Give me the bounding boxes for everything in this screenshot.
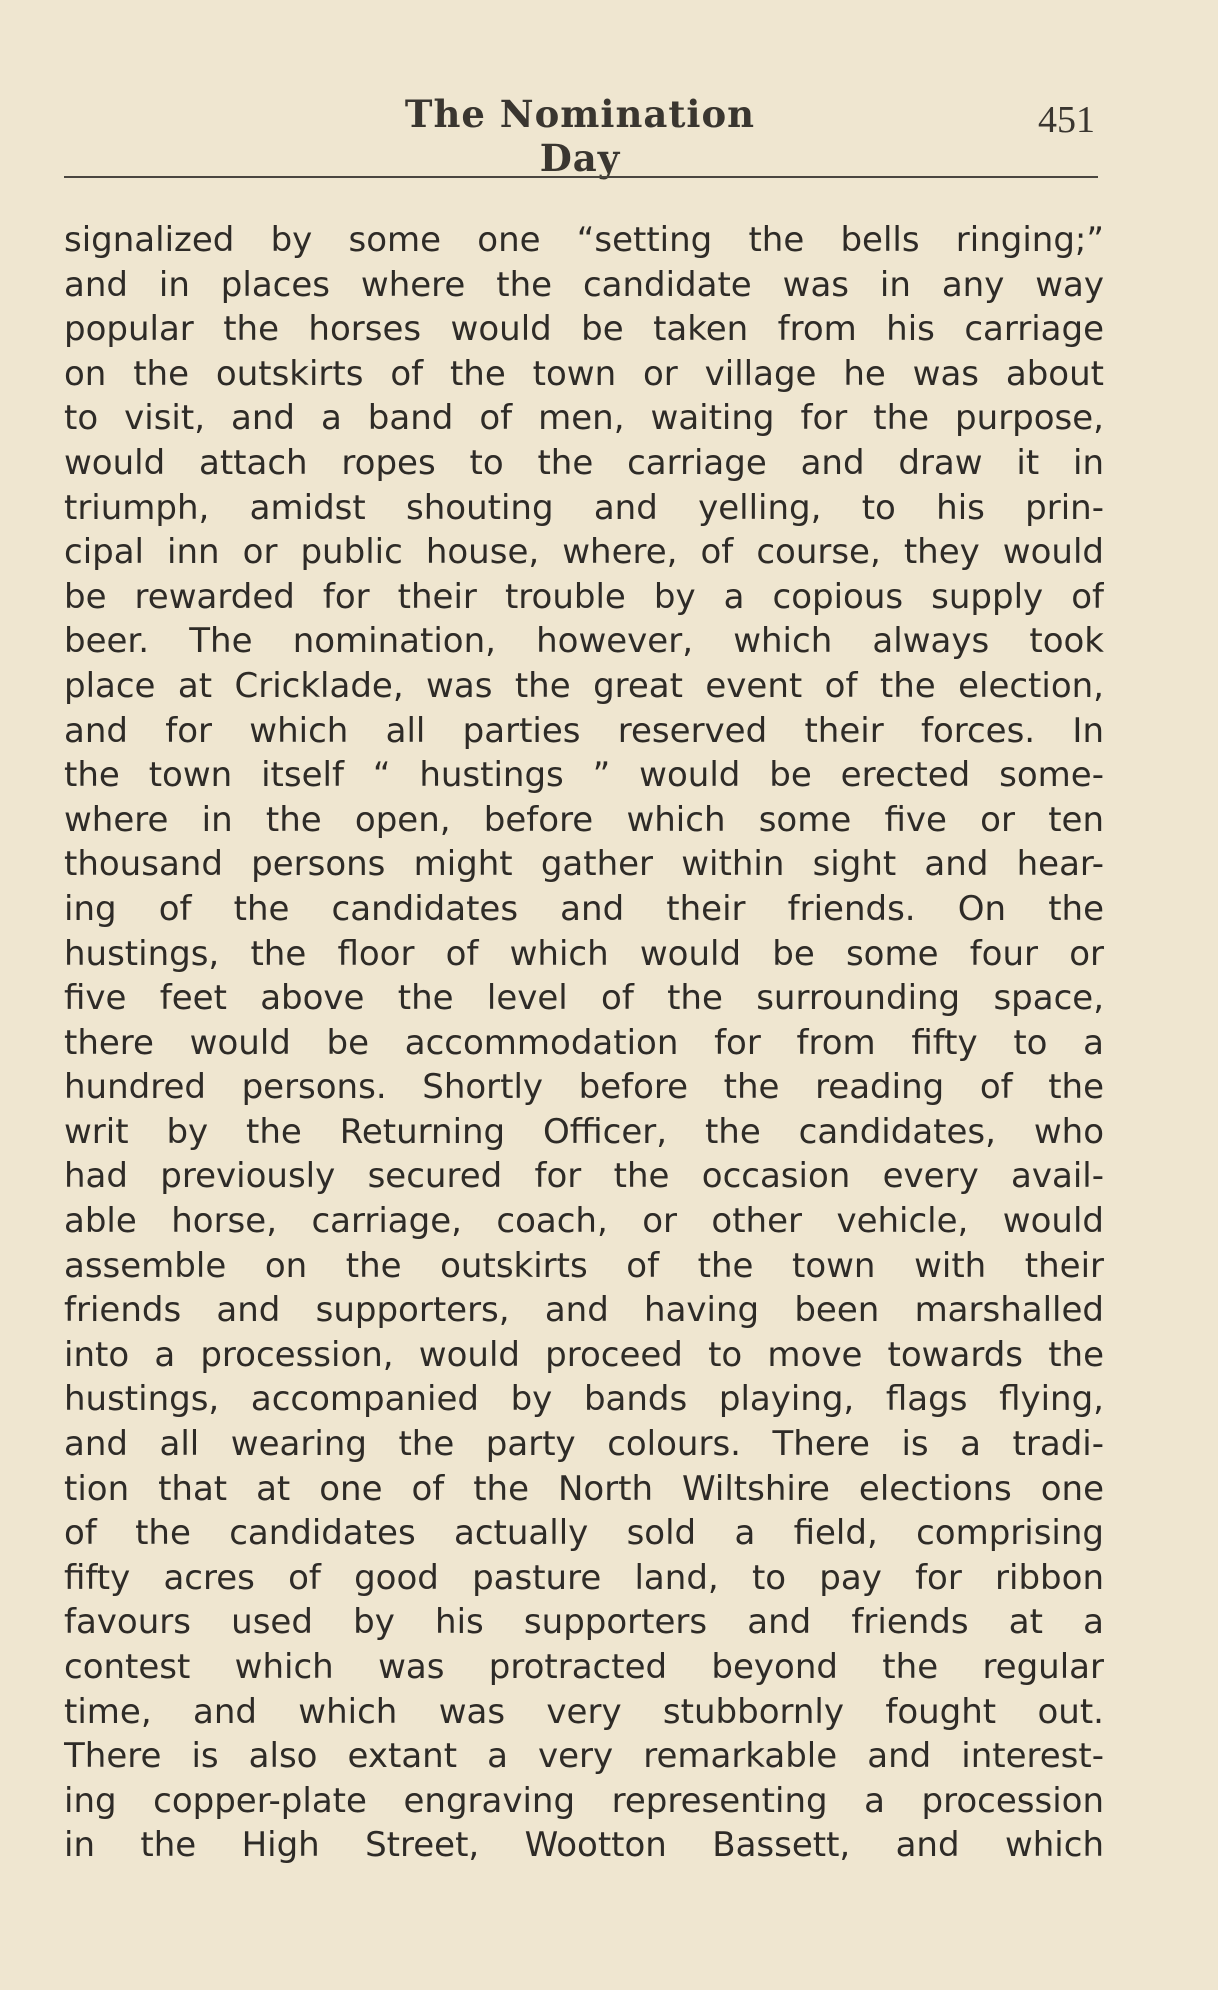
text-line: contest which was protracted beyond the regular [64, 1647, 1104, 1687]
text-line: assemble on the outskirts of the town with their [64, 1245, 1104, 1286]
running-head [0, 92, 1218, 180]
text-line: be rewarded for their trouble by a copious supply of [64, 576, 1104, 617]
text-line: There is also extant a very remarkable and interest- [64, 1736, 1104, 1777]
header-rule [64, 176, 1098, 178]
text-line: where in the open, before which some five or ten [64, 799, 1104, 840]
text-line: there would be accommodation for from fifty to a [64, 1022, 1104, 1063]
text-line: popular the horses would be taken from his carriage [64, 309, 1104, 350]
text-line: friends and supporters, and having been marshalled [64, 1290, 1104, 1331]
text-line: fifty acres of good pasture land, to pay for ribbon [64, 1557, 1104, 1598]
running-title: The Nomination Day [404, 92, 756, 180]
text-line: hundred persons. Shortly before the reading of the [64, 1067, 1104, 1108]
text-line: favours used by his supporters and friends at a [64, 1602, 1104, 1643]
text-line: able horse, carriage, coach, or other vehicle, would [64, 1201, 1104, 1242]
text-line: five feet above the level of the surrounding space, [64, 978, 1104, 1019]
text-line: the town itself “ hustings ” would be erected some- [64, 755, 1104, 796]
text-line: thousand persons might gather within sight and hear- [64, 844, 1104, 885]
text-line: cipal inn or public house, where, of course, they would [64, 532, 1104, 573]
text-line: place at Cricklade, was the great event of the election, [64, 665, 1104, 706]
text-line: and for which all parties reserved their forces. In [64, 710, 1104, 751]
text-line: beer. The nomination, however, which always took [64, 621, 1104, 662]
text-line: in the High Street, Wootton Bassett, and which [64, 1825, 1104, 1866]
text-line: ing copper-plate engraving representing a procession [64, 1780, 1104, 1821]
text-line: and in places where the candidate was in any way [64, 264, 1104, 305]
text-line: to visit, and a band of men, waiting for the purpose, [64, 398, 1104, 439]
page-number: 451 [1038, 99, 1095, 141]
text-line: time, and which was very stubbornly fought out. [64, 1691, 1104, 1732]
text-line: hustings, accompanied by bands playing, flags flying, [64, 1379, 1104, 1420]
text-line: hustings, the floor of which would be some four or [64, 933, 1104, 974]
body-text [64, 218, 1104, 1868]
text-line: tion that at one of the North Wiltshire elections one [64, 1468, 1104, 1509]
text-line: signalized by some one “setting the bells ringing;” [64, 220, 1104, 260]
text-line: and all wearing the party colours. There is a tradi- [64, 1424, 1104, 1465]
text-line: of the candidates actually sold a field, comprising [64, 1513, 1104, 1554]
text-line: triumph, amidst shouting and yelling, to his prin- [64, 487, 1104, 528]
text-line: ing of the candidates and their friends. On the [64, 888, 1104, 929]
text-line: into a procession, would proceed to move towards the [64, 1334, 1104, 1375]
text-line: had previously secured for the occasion every avail- [64, 1156, 1104, 1197]
text-line: writ by the Returning Officer, the candidates, who [64, 1111, 1104, 1152]
text-line: on the outskirts of the town or village he was about [64, 353, 1104, 394]
text-line: would attach ropes to the carriage and draw it in [64, 442, 1104, 483]
